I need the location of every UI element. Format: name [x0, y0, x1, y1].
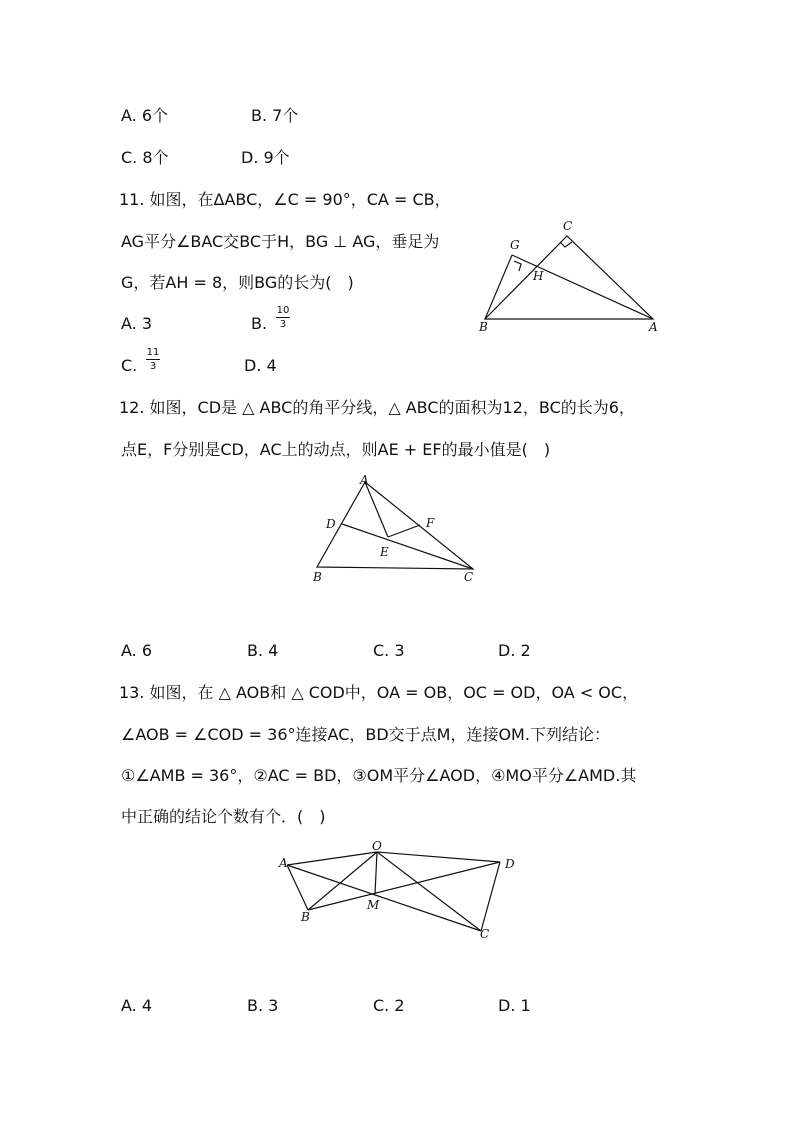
- q12-option-c: C. 3: [373, 641, 405, 660]
- q12-option-b: B. 4: [247, 641, 279, 660]
- q12-triangle-figure: [305, 470, 485, 590]
- q13-label-d: D: [505, 857, 515, 871]
- q13-text-line-3: ①∠AMB = 36°，②AC = BD，③OM平分∠AOD，④MO平分∠AMD.其: [121, 766, 637, 785]
- q11-option-b-label: B.: [251, 314, 268, 333]
- q11-label-h: H: [533, 269, 544, 283]
- segment-ag: [512, 255, 653, 319]
- q11-text-line-1: 11. 如图，在ΔABC，∠C = 90°，CA = CB，: [119, 190, 451, 209]
- q11-label-g: G: [510, 238, 520, 252]
- segment-oc: [377, 852, 481, 931]
- q11-text-line-2: AG平分∠BAC交BC于H，BG ⊥ AG，垂足为: [121, 232, 440, 251]
- q12-label-f: F: [426, 516, 435, 530]
- q13-text-line-4: 中正确的结论个数有个．( ): [121, 807, 326, 826]
- q10-option-d: D. 9个: [241, 148, 290, 167]
- q13-figure: [272, 838, 522, 948]
- q13-text-line-1: 13. 如图，在 △ AOB和 △ COD中，OA = OB，OC = OD，OA < OC，: [119, 683, 639, 702]
- segment-ef: [388, 525, 420, 537]
- q11-label-b: B: [479, 320, 488, 334]
- q13-option-a: A. 4: [121, 996, 153, 1015]
- q12-label-d: D: [326, 517, 336, 531]
- right-angle-mark-c: [560, 242, 572, 247]
- q12-label-b: B: [313, 570, 322, 584]
- q11-triangle-figure: [470, 215, 670, 340]
- q12-label-c: C: [464, 570, 474, 584]
- q12-label-e: E: [380, 545, 389, 559]
- segment-om: [375, 852, 377, 894]
- q10-option-b: B. 7个: [251, 106, 299, 125]
- triangle-abc: [317, 482, 473, 569]
- q11-option-c-label: C.: [121, 356, 138, 375]
- q11-option-d: D. 4: [244, 356, 277, 375]
- q13-label-m: M: [367, 898, 380, 912]
- segment-dc: [481, 862, 500, 931]
- q11-option-a: A. 3: [121, 314, 153, 333]
- q11-option-b-fraction: [276, 305, 290, 330]
- q13-label-a: A: [279, 856, 288, 870]
- q11-option-b-numerator: 10: [276, 305, 290, 316]
- q12-option-a: A. 6: [121, 641, 153, 660]
- q13-text-line-2: ∠AOB = ∠COD = 36°连接AC，BD交于点M，连接OM.下列结论：: [121, 725, 610, 744]
- q13-option-c: C. 2: [373, 996, 405, 1015]
- q11-option-c-numerator: 11: [146, 347, 160, 358]
- q12-text-line-2: 点E，F分别是CD，AC上的动点，则AE + EF的最小值是( ): [121, 440, 551, 459]
- q11-option-b-denominator: 3: [279, 319, 287, 330]
- q11-label-a: A: [649, 320, 658, 334]
- segment-bg: [485, 255, 512, 319]
- q12-text-line-1: 12. 如图，CD是 △ ABC的角平分线，△ ABC的面积为12，BC的长为6，: [119, 398, 635, 417]
- q10-option-a: A. 6个: [121, 106, 169, 125]
- fraction-bar: [146, 359, 160, 360]
- q11-label-c: C: [563, 219, 573, 233]
- q11-option-c-fraction: [146, 347, 160, 372]
- q10-option-c: C. 8个: [121, 148, 169, 167]
- q12-label-a: A: [360, 473, 369, 487]
- q12-option-d: D. 2: [498, 641, 531, 660]
- q13-label-o: O: [372, 839, 382, 853]
- segment-ae: [365, 482, 388, 537]
- right-angle-mark-g: [514, 261, 521, 271]
- segment-cd: [342, 524, 473, 569]
- q13-label-c: C: [480, 927, 490, 941]
- q13-option-b: B. 3: [247, 996, 279, 1015]
- fraction-bar: [276, 317, 290, 318]
- q13-label-b: B: [301, 910, 310, 924]
- q13-option-d: D. 1: [498, 996, 531, 1015]
- segment-ac: [287, 865, 481, 931]
- q11-text-line-3: G，若AH = 8，则BG的长为( ): [121, 273, 354, 292]
- segment-od: [377, 852, 500, 862]
- segment-ab: [287, 865, 308, 910]
- q11-option-c-denominator: 3: [149, 361, 157, 372]
